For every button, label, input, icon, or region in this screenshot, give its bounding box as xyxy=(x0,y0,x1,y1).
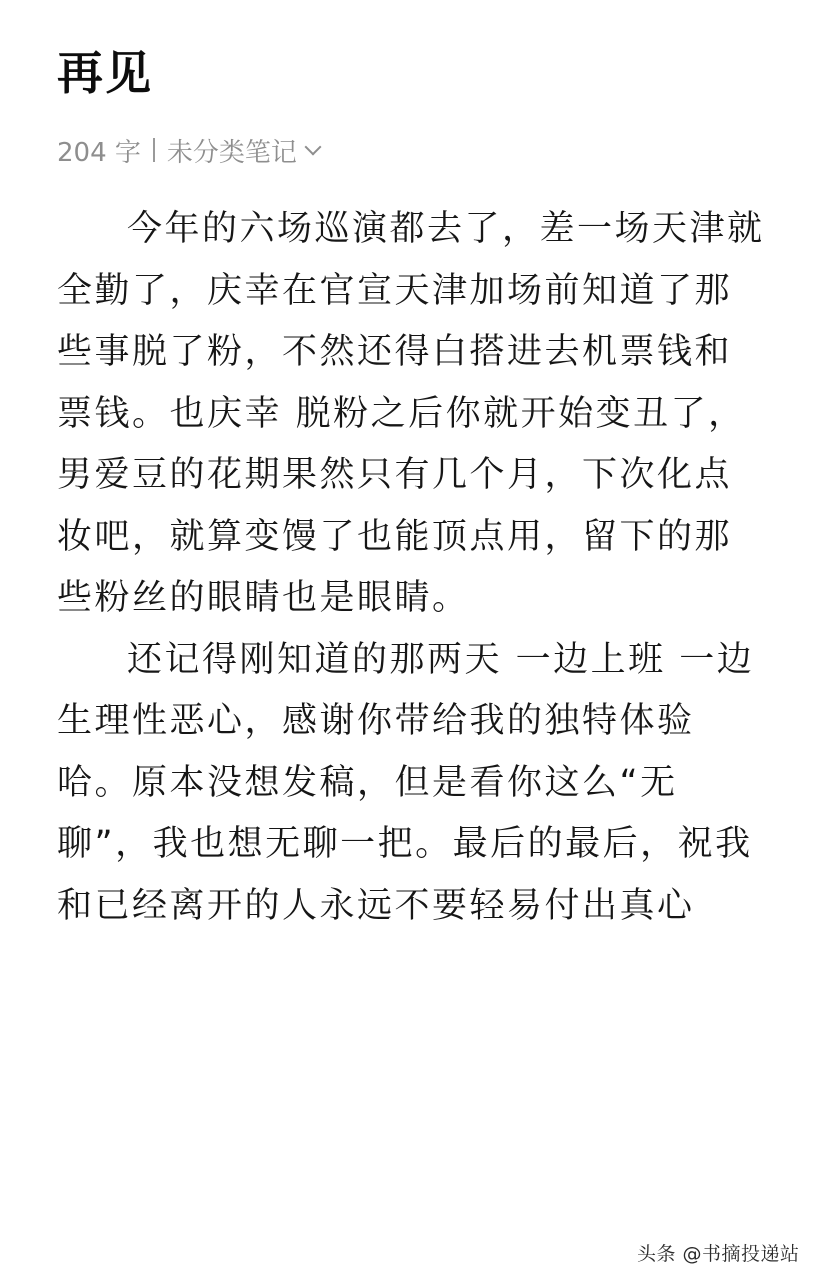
category-label: 未分类笔记 xyxy=(166,137,297,168)
category-dropdown[interactable] xyxy=(167,132,319,169)
word-count: 204 字 xyxy=(57,137,141,168)
note-body[interactable] xyxy=(57,199,769,937)
meta-divider xyxy=(153,138,155,162)
watermark-text: 头条 @书摘投递站 xyxy=(637,1243,800,1265)
note-meta xyxy=(57,132,319,168)
paragraph: 今年的六场巡演都去了，差一场天津就全勤了，庆幸在官宣天津加场前知道了那些事脱了粉，不然还得白搭进去机票钱和票钱。也庆幸 脱粉之后你就开始变丑了，男爱豆的花期果然只有几个月，下次化点妆吧，就算变馒了也能顶点用，留下的那些粉丝的眼睛也是眼睛。 xyxy=(57,209,765,618)
chevron-down-icon xyxy=(304,139,321,156)
watermark xyxy=(615,1225,825,1280)
paragraph: 还记得刚知道的那两天 一边上班 一边生理性恶心，感谢你带给我的独特体验哈。原本没想发稿，但是看你这么“无聊”，我也想无聊一把。最后的最后，祝我和已经离开的人永远不要轻易付出真心 xyxy=(57,639,755,926)
note-title: 再见 xyxy=(57,46,153,100)
